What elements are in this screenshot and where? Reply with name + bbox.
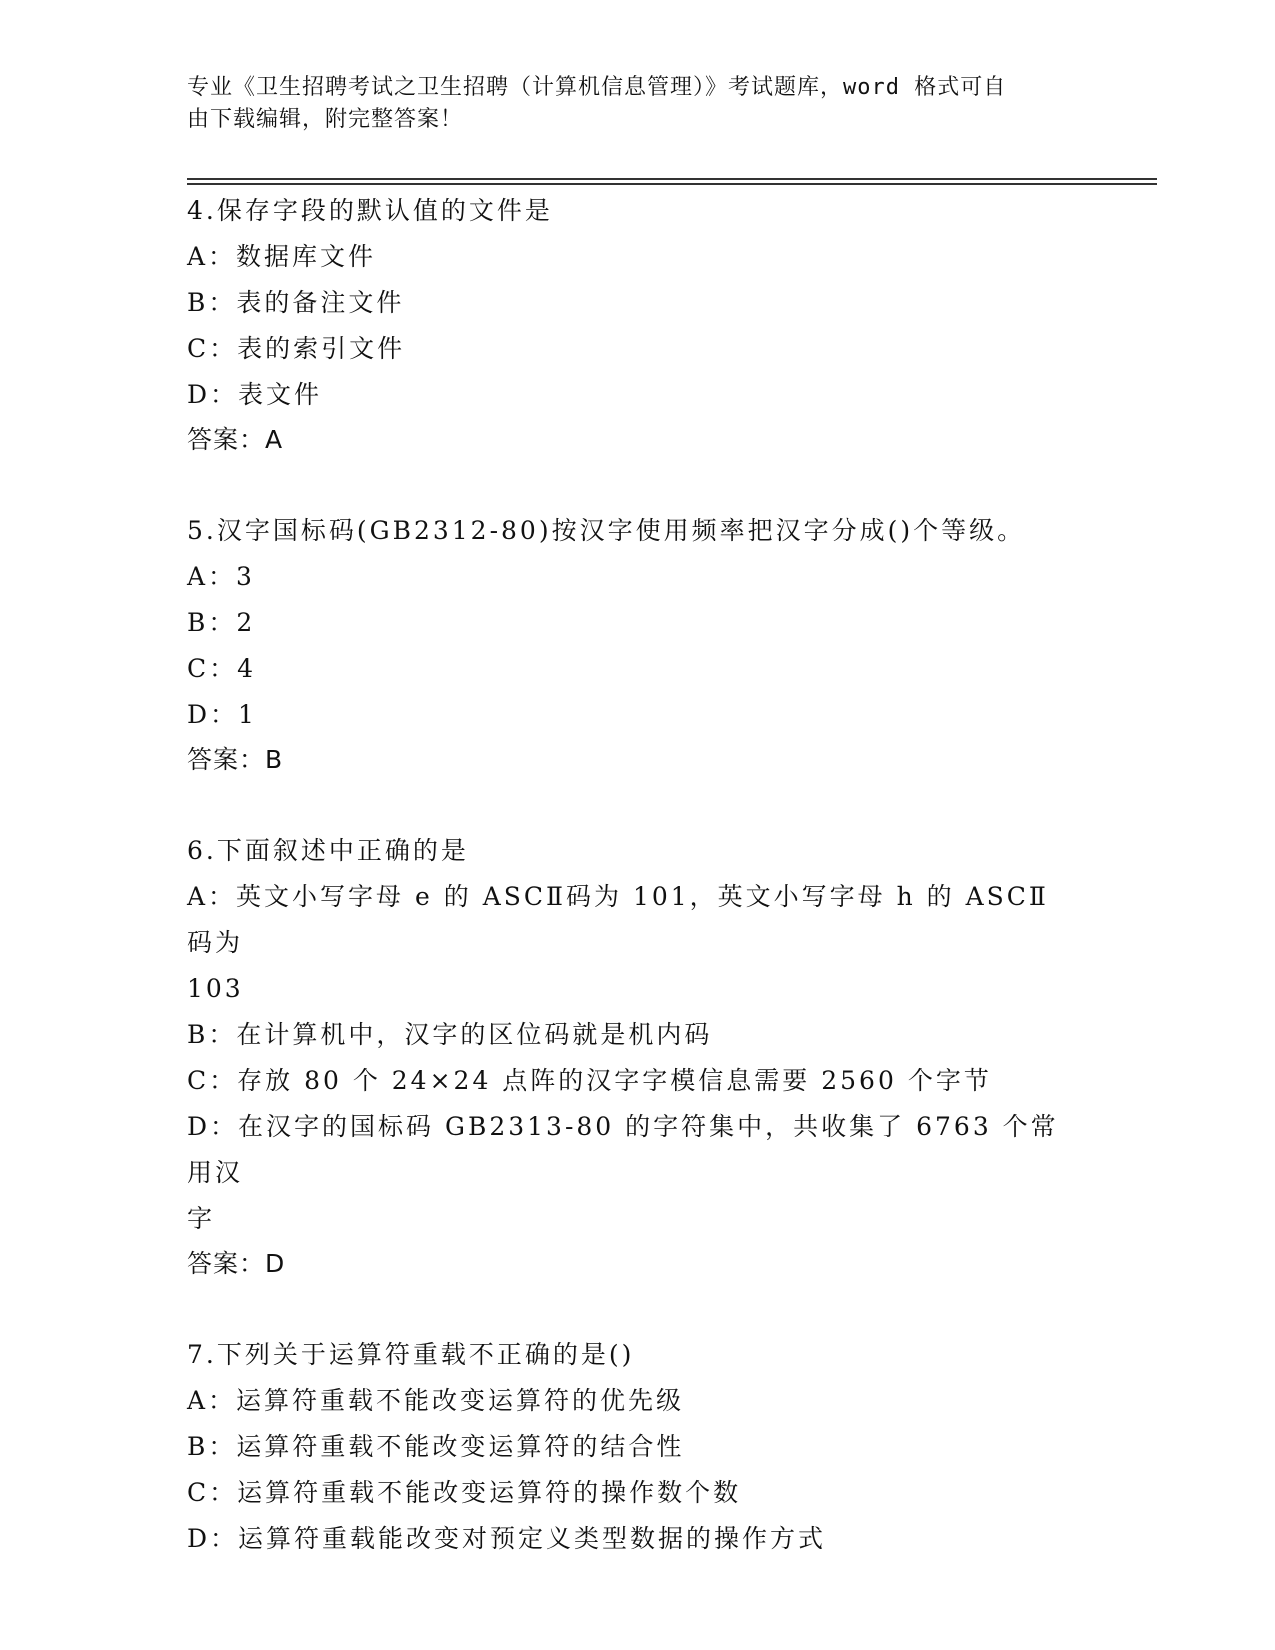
answer-option (187, 646, 1067, 692)
answer-option-line: D：在汉字的国标码 GB2313-80 的字符集中，共收集了 6763 个常用汉 (187, 1112, 1059, 1187)
answer-option-line: C：存放 80 个 24×24 点阵的汉字字模信息需要 2560 个字节 (187, 1066, 992, 1095)
answer-option-line: C：运算符重载不能改变运算符的操作数个数 (187, 1478, 742, 1507)
question-block (187, 828, 1067, 1286)
answer-option-line: 103 (187, 974, 244, 1003)
answer-option (187, 1378, 1067, 1424)
answer-option (187, 600, 1067, 646)
answer-option (187, 554, 1067, 600)
answer-option (187, 1516, 1067, 1562)
question-block (187, 188, 1067, 462)
answer-key: 答案：A (187, 425, 284, 454)
answer-option (187, 280, 1067, 326)
answer-option-line: C：4 (187, 654, 257, 683)
answer-option (187, 692, 1067, 738)
answer-option (187, 1424, 1067, 1470)
question-block (187, 508, 1067, 782)
header-line-2: 由下载编辑，附完整答案！ (187, 107, 464, 132)
answer-option (187, 1012, 1067, 1058)
answer-option (187, 1058, 1067, 1104)
question-stem: 4.保存字段的默认值的文件是 (187, 196, 553, 225)
answer-option-line: D：表文件 (187, 380, 323, 409)
document-header (187, 72, 1067, 136)
answer-key: 答案：D (187, 1249, 286, 1278)
question-stem: 6.下面叙述中正确的是 (187, 836, 469, 865)
answer-option (187, 234, 1067, 280)
answer-option-line: D：运算符重载能改变对预定义类型数据的操作方式 (187, 1524, 827, 1553)
answer-option-line: B：在计算机中，汉字的区位码就是机内码 (187, 1020, 713, 1049)
answer-option-line: B：运算符重载不能改变运算符的结合性 (187, 1432, 685, 1461)
answer-key: 答案：B (187, 745, 284, 774)
question-block (187, 1332, 1067, 1562)
header-line-1: 专业《卫生招聘考试之卫生招聘（计算机信息管理）》考试题库，word 格式可自 (187, 75, 1007, 100)
answer-option-line: B：表的备注文件 (187, 288, 405, 317)
answer-option (187, 372, 1067, 418)
header-divider-top (187, 178, 1157, 180)
answer-option (187, 326, 1067, 372)
answer-option-line: C：表的索引文件 (187, 334, 406, 363)
answer-option (187, 1470, 1067, 1516)
header-divider-bottom (187, 183, 1157, 185)
answer-option (187, 874, 1067, 1012)
question-list (187, 188, 1067, 1608)
answer-option (187, 1104, 1067, 1242)
answer-option-line: A：3 (187, 562, 255, 591)
answer-option-line: B：2 (187, 608, 256, 637)
question-stem: 7.下列关于运算符重载不正确的是() (187, 1340, 635, 1369)
answer-option-line: A：数据库文件 (187, 242, 377, 271)
answer-option-line: D：1 (187, 700, 257, 729)
question-stem: 5.汉字国标码(GB2312-80)按汉字使用频率把汉字分成()个等级。 (187, 516, 1026, 545)
answer-option-line: 字 (187, 1204, 216, 1233)
answer-option-line: A：英文小写字母 e 的 ASCⅡ码为 101，英文小写字母 h 的 ASCⅡ码为 (187, 882, 1049, 957)
answer-option-line: A：运算符重载不能改变运算符的优先级 (187, 1386, 685, 1415)
